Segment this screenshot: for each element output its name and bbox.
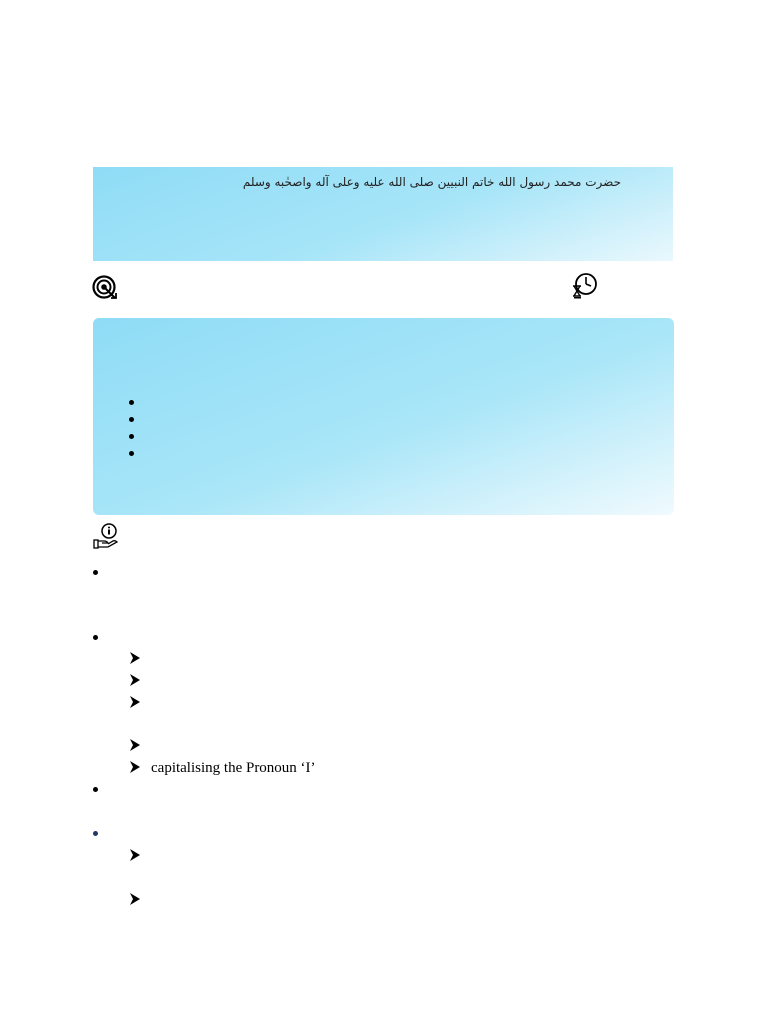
sub-list-item [130,759,650,777]
sub-list-item [130,737,650,755]
arrow-bullet-icon [130,761,140,773]
arrow-bullet-icon [130,674,140,686]
sub-list-item [130,672,650,690]
bullet-point [93,787,98,792]
arrow-bullet-icon [130,849,140,861]
bullet-point [93,831,98,836]
sub-item-text: capitalising the Pronoun ‘I’ [151,760,316,776]
banner-text: حضرت محمد رسول الله خاتم النبيين صلى الله عليه وعلى آله واصحٰبه وسلم [242,175,621,189]
arrow-bullet-icon [130,696,140,708]
arrow-bullet-icon [130,893,140,905]
arrow-bullet-icon [130,652,140,664]
sub-list-item [130,891,650,909]
sub-list-item [130,694,650,712]
sub-list-item [130,650,650,668]
bullet-point [93,570,98,575]
bullet-point [93,635,98,640]
arrow-bullet-icon [130,739,140,751]
sub-list-item [130,847,650,865]
